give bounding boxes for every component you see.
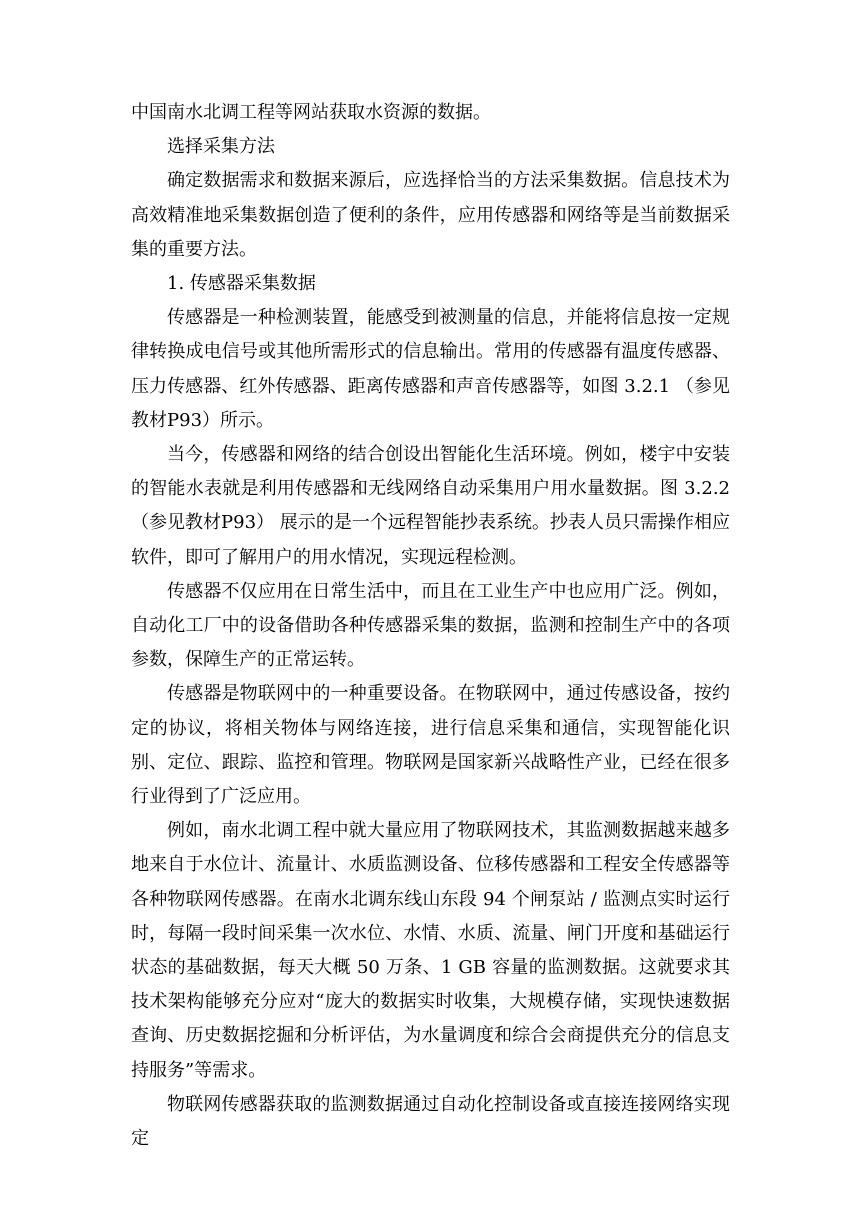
paragraph-smart-living: 当今，传感器和网络的结合创设出智能化生活环境。例如，楼宇中安装的智能水表就是利用传感器和无线网络自动采集用户用水量数据。图 3.2.2（参见教材P93） 展示的是一个远程智能抄表系统。抄表人员只需操作相应软件，即可了解用户的用水情况，实现远程检测。: [131, 444, 730, 568]
paragraph-south-north-water: 例如，南水北调工程中就大量应用了物联网技术，其监测数据越来越多地来自于水位计、流量计、水质监测设备、位移传感器和工程安全传感器等各种物联网传感器。在南水北调东线山东段 94 个闸泵站 / 监测点实时运行时，每隔一段时间采集一次水位、水情、水质、流量、闸门开度和基础运行状态的基础数据，每天大概 50 万条、1 GB 容量的监测数据。这就要求其技术架构能够充分应对“庞大的数据实时收集，大规模存储，实现快速数据查询、历史数据挖掘和分析评估，为水量调度和综合会商提供充分的信息支持服务”等需求。: [131, 820, 730, 1081]
paragraph-sensor-definition: 传感器是一种检测装置，能感受到被测量的信息，并能将信息按一定规律转换成电信号或其他所需形式的信息输出。常用的传感器有温度传感器、压力传感器、红外传感器、距离传感器和声音传感器等，如图 3.2.1 （参见教材P93）所示。: [131, 307, 730, 431]
paragraph-industry: 传感器不仅应用在日常生活中，而且在工业生产中也应用广泛。例如，自动化工厂中的设备借助各种传感器采集的数据，监测和控制生产中的各项参数，保障生产的正常运转。: [131, 580, 730, 671]
subsection-heading-sensor: 1. 传感器采集数据: [167, 273, 316, 295]
paragraph-iot: 传感器是物联网中的一种重要设备。在物联网中，通过传感设备，按约定的协议，将相关物体与网络连接，进行信息采集和通信，实现智能化识别、定位、跟踪、监控和管理。物联网是国家新兴战略性产业，已经在很多行业得到了广泛应用。: [131, 683, 730, 808]
paragraph-method-intro: 确定数据需求和数据来源后，应选择恰当的方法采集数据。信息技术为高效精准地采集数据创造了便利的条件，应用传感器和网络等是当前数据采集的重要方法。: [131, 170, 730, 260]
paragraph-continued: 中国南水北调工程等网站获取水资源的数据。: [131, 102, 491, 123]
paragraph-iot-monitoring: 物联网传感器获取的监测数据通过自动化控制设备或直接连接网络实现定: [131, 1093, 730, 1150]
section-heading-select-method: 选择采集方法: [167, 136, 275, 158]
